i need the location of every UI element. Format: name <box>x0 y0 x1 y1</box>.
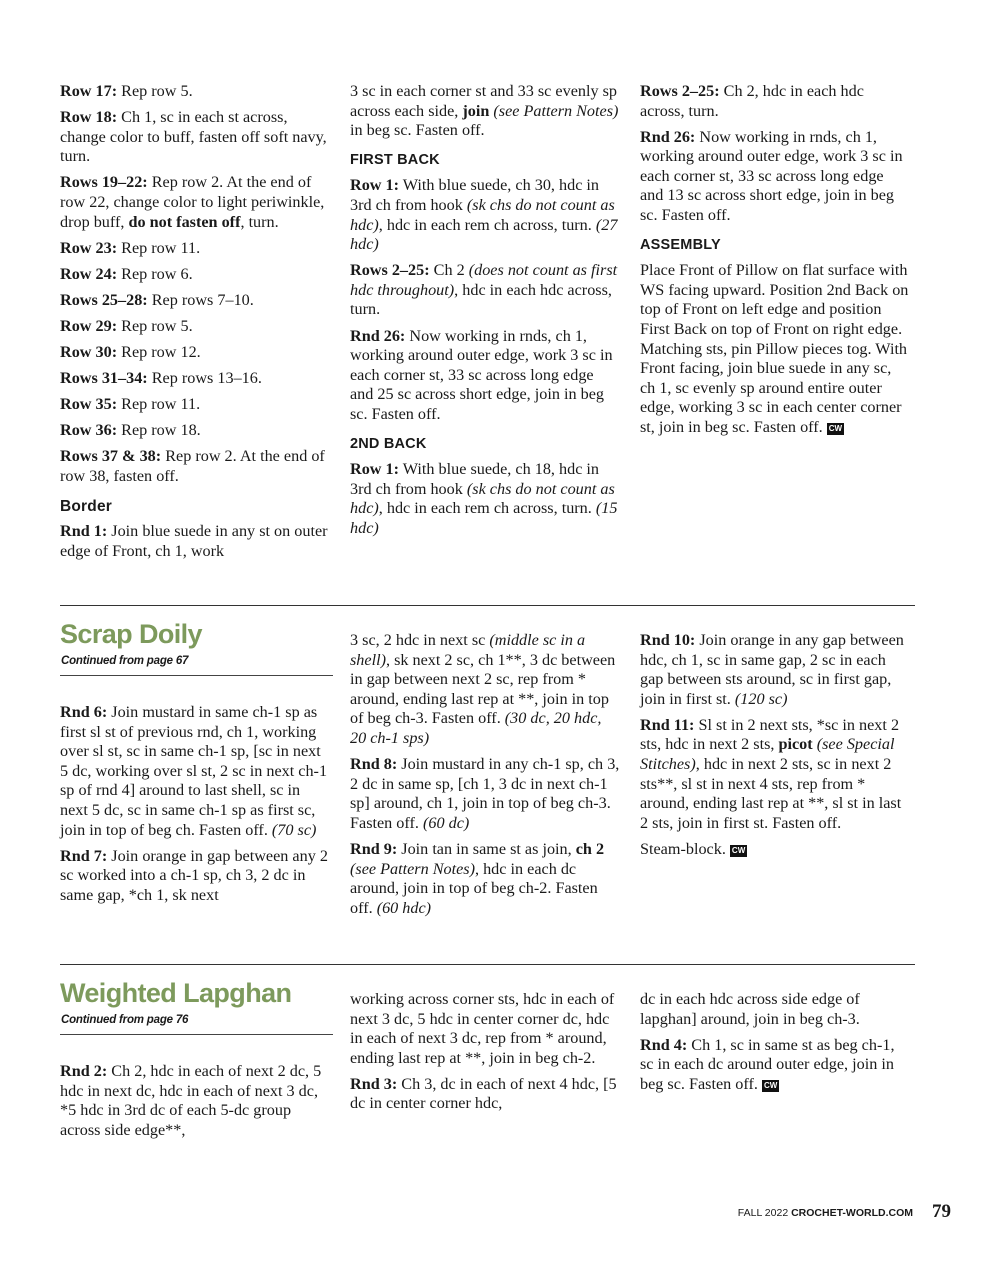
doily-rnd10: Rnd 10: Join orange in any gap between hdc, ch 1, sc in same gap, 2 sc in each gap between sts around, sc in first gap, join in first st. (120 sc) <box>640 631 904 708</box>
lapghan-column-3 <box>640 990 910 1101</box>
pattern-row: Row 29: Rep row 5. <box>60 316 193 335</box>
end-mark-icon: CW <box>731 845 746 855</box>
doily-column-2 <box>350 631 620 925</box>
doily-column-3 <box>640 631 910 866</box>
pattern-row: Row 23: Rep row 11. <box>60 238 201 257</box>
assembly-heading: ASSEMBLY <box>640 236 721 253</box>
first-back-rnd26: Rnd 26: Now working in rnds, ch 1, working around outer edge, work 3 sc in each corner st, 33 sc across long edge and 25 sc across short edge, join in beg sc. Fasten off. <box>350 326 613 423</box>
doily-rnd7-continued: 3 sc, 2 hdc in next sc (middle sc in a shell), sk next 2 sc, ch 1**, 3 dc between in gap between next 2 sc, rep from * around, ending last rep at **, join in top of beg ch-3. Fasten off. (30 dc, 20 hdc, 20 ch-1 sps) <box>350 631 616 747</box>
lapghan-continued: Continued from page 76 <box>61 1014 189 1026</box>
pattern-row: Row 35: Rep row 11. <box>60 395 201 414</box>
column-1-top <box>60 82 330 568</box>
column-3-top <box>640 82 910 444</box>
doily-steam-block: Steam-block. CW <box>640 839 746 858</box>
lapghan-rnd2: Rnd 2: Ch 2, hdc in each of next 2 dc, 5 hdc in next dc, hdc in each of next 3 dc, *5 hdc in 3rd dc of each 5-dc group across side edge**, <box>60 1062 322 1139</box>
lapghan-column-2 <box>350 990 620 1121</box>
pattern-row: Rows 31–34: Rep rows 13–16. <box>60 369 262 388</box>
doily-rnd9: Rnd 9: Join tan in same st as join, ch 2 (see Pattern Notes), hdc in each dc around, join in top of beg ch-2. Fasten off. (60 hdc) <box>350 839 605 917</box>
first-back-rows2-25: Rows 2–25: Ch 2 (does not count as first hdc throughout), hdc in each hdc across, turn. <box>350 261 618 319</box>
lapghan-title: Weighted Lapghan <box>60 978 292 1008</box>
assembly-text: Place Front of Pillow on flat surface with WS facing upward. Position 2nd Back on top of Front on left edge and position First Back on top of Front on right edge. Matching sts, pin Pillow pieces tog. With Front facing, join blue suede in any sc, ch 1, sc evenly sp around entire outer edge, working 3 sc in each center corner st, join in beg sc. Fasten off. CW <box>640 261 909 436</box>
pattern-row: Row 36: Rep row 18. <box>60 421 201 440</box>
lapghan-column-1 <box>60 1062 330 1147</box>
lapghan-rnd3: Rnd 3: Ch 3, dc in each of next 4 hdc, [5 dc in center corner hdc, <box>350 1074 617 1113</box>
page-number: 79 <box>932 1201 951 1222</box>
pattern-row: Rows 19–22: Rep row 2. At the end of row 22, change color to light periwinkle, drop buff, do not fasten off, turn. <box>60 173 325 231</box>
end-mark-icon: CW <box>763 1080 778 1090</box>
section-divider-1 <box>60 605 915 606</box>
lapghan-rnd3-continued: dc in each hdc across side edge of lapghan] around, join in beg ch-3. <box>640 990 860 1028</box>
doily-rnd6: Rnd 6: Join mustard in same ch-1 sp as first sl st of previous rnd, ch 1, working over sl st, sc in same ch-1 sp, [sc in next 5 dc, working over sl st, 2 sc in next ch-1 sp of rnd 4] around to last shell, sc in next 5 dc, sc in same ch-1 sp as first sc, join in top of beg ch. Fasten off. (70 sc) <box>60 703 328 839</box>
pattern-row: Row 24: Rep row 6. <box>60 264 193 283</box>
footer-issue: FALL 2022 CROCHET-WORLD.COM <box>737 1207 913 1219</box>
border-rnd1: Rnd 1: Join blue suede in any st on outer edge of Front, ch 1, work <box>60 522 328 560</box>
doily-title-rule <box>60 675 333 676</box>
lapghan-title-rule <box>60 1034 333 1035</box>
pattern-row: Row 18: Ch 1, sc in each st across, change color to buff, fasten off soft navy, turn. <box>60 108 327 166</box>
pattern-row: Row 17: Rep row 5. <box>60 82 193 100</box>
doily-column-1 <box>60 703 330 912</box>
second-back-row1: Row 1: With blue suede, ch 18, hdc in 3rd ch from hook (sk chs do not count as hdc), hdc in each rem ch across, turn. (15 hdc) <box>350 460 618 537</box>
lapghan-rnd2-continued: working across corner sts, hdc in each of next 3 dc, 5 hdc in center corner dc, hdc in each of next 3 dc, rep from * around, ending last rep at **, join in beg ch-2. <box>350 990 615 1067</box>
border-heading: Border <box>60 497 113 515</box>
doily-rnd7: Rnd 7: Join orange in gap between any 2 sc worked into a ch-1 sp, ch 3, 2 dc in same gap, *ch 1, sk next <box>60 846 328 904</box>
column-2-top <box>350 82 620 545</box>
row-list <box>60 82 330 487</box>
pattern-row: Row 30: Rep row 12. <box>60 343 201 362</box>
lapghan-rnd4: Rnd 4: Ch 1, sc in same st as beg ch-1, sc in each dc around outer edge, join in beg sc. Fasten off. CW <box>640 1035 895 1093</box>
second-back-rows2-25: Rows 2–25: Ch 2, hdc in each hdc across, turn. <box>640 82 864 120</box>
second-back-rnd26: Rnd 26: Now working in rnds, ch 1, working around outer edge, work 3 sc in each corner st, 33 sc across long edge and 13 sc across short edge, join in beg sc. Fasten off. <box>640 127 903 225</box>
doily-title: Scrap Doily <box>60 619 202 649</box>
doily-rnd8: Rnd 8: Join mustard in any ch-1 sp, ch 3, 2 dc in same sp, [ch 1, 3 dc in next ch-1 sp] around, ch 1, join in top of beg ch-3. Fasten off. (60 dc) <box>350 755 620 832</box>
pattern-row: Rows 37 & 38: Rep row 2. At the end of row 38, fasten off. <box>60 447 325 485</box>
doily-continued: Continued from page 67 <box>61 655 189 667</box>
section-divider-2 <box>60 964 915 965</box>
second-back-heading: 2ND BACK <box>350 435 427 452</box>
doily-rnd11: Rnd 11: Sl st in 2 next sts, *sc in next 2 sts, hdc in next 2 sts, picot (see Special Stitches), hdc in next 2 sts, sc in next 2 sts**, sl st in next 4 sts, rep from * around, ending last rep at **, sl st in last 2 sts, join in first st. Fasten off. <box>640 715 902 832</box>
first-back-row1: Row 1: With blue suede, ch 30, hdc in 3rd ch from hook (sk chs do not count as hdc), hdc in each rem ch across, turn. (27 hdc) <box>350 176 618 254</box>
pattern-row: Rows 25–28: Rep rows 7–10. <box>60 290 254 309</box>
border-continued: 3 sc in each corner st and 33 sc evenly sp across each side, join (see Pattern Notes) in beg sc. Fasten off. <box>350 82 619 140</box>
end-mark-icon: CW <box>828 424 843 433</box>
first-back-heading: FIRST BACK <box>350 151 440 168</box>
